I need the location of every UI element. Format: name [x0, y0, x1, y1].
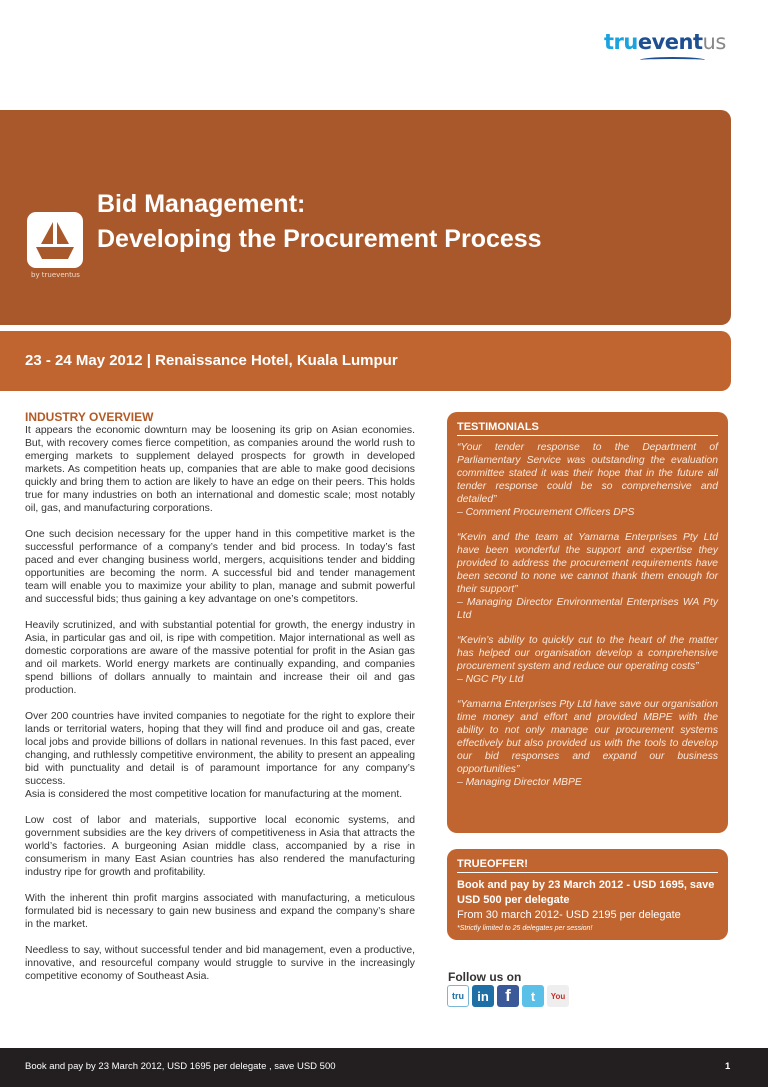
logo-part: event: [637, 30, 703, 54]
testimonial: [457, 698, 718, 789]
follow-label: Follow us on: [448, 970, 522, 984]
overview-heading: INDUSTRY OVERVIEW: [25, 410, 154, 424]
title-line-1: Bid Management:: [97, 190, 306, 218]
title-line-2: Developing the Procurement Process: [97, 225, 542, 253]
by-trueventus: by trueventus: [31, 271, 80, 279]
footer: [0, 1048, 768, 1087]
testimonials-box: [447, 412, 728, 833]
author: – Managing Director MBPE: [457, 777, 582, 788]
author: – Managing Director Environmental Enterprises WA Pty Ltd: [457, 597, 718, 621]
quote: “Yamarna Enterprises Pty Ltd have save our organisation time money and effort and provided MBPE with the ability to not only manage our procurement systems effectively but also provided us with the tools to develop our bid responses and expand our business opportunities”: [457, 699, 718, 775]
paragraph: It appears the economic downturn may be loosening its grip on Asian economies. But, with recovery comes fierce competition, as companies around the world rush to emerging markets to supplement delayed prospects for growth in developed markets. As competition heats up, companies that are able to make good decisions quickly and bring them to action are likely to have an edge on their peers. This holds true for many industries on both an international and domestic scale; most notably oil, gas, and manufacturing corporations.: [25, 425, 415, 514]
logo-swoosh: [640, 57, 705, 63]
twitter-icon[interactable]: t: [522, 985, 544, 1007]
quote: “Kevin and the team at Yamarna Enterprises Pty Ltd have been wonderful the support and expertise they provided to address the procurement requirements have been second to none we cannot thank them enough for their support”: [457, 532, 718, 595]
page-title: [97, 187, 542, 257]
quote: “Kevin’s ability to quickly cut to the heart of the matter has helped our organisation develop a comprehensive procurement system and reduce our operating costs”: [457, 635, 718, 672]
offer-box: [447, 849, 728, 940]
offer-heading: TRUEOFFER!: [457, 858, 718, 873]
paragraph: With the inherent thin profit margins associated with manufacturing, a meticulous formulated bid is necessary to gain new business and expand the company’s share in the market.: [25, 893, 415, 930]
event-dates: 23 - 24 May 2012 | Renaissance Hotel, Kuala Lumpur: [25, 352, 398, 369]
paragraph: Low cost of labor and materials, supportive local economic systems, and government subsidies are the key drivers of competitiveness in Asia that attracts the world’s factories. A burgeoning Asian middle class, accompanied by a rise in consumerism in many East Asian countries has also rendered the manufacturing industry ripe for growth and profitability.: [25, 815, 415, 878]
author: – Comment Procurement Officers DPS: [457, 507, 635, 518]
offer-regular: From 30 march 2012- USD 2195 per delegate: [457, 909, 681, 921]
boat-icon: [27, 212, 83, 268]
social-links: [447, 985, 569, 1007]
testimonials-heading: TESTIMONIALS: [457, 421, 718, 436]
quote: “Your tender response to the Department of Parliamentary Service was outstanding the evaluation committee stated it was their hope that in the future all tender response could be so comprehensive and detailed”: [457, 442, 718, 505]
facebook-icon[interactable]: f: [497, 985, 519, 1007]
offer-early: Book and pay by 23 March 2012 - USD 1695, save USD 500 per delegate: [457, 879, 715, 906]
testimonial: [457, 441, 718, 519]
author: – NGC Pty Ltd: [457, 674, 524, 685]
linkedin-icon[interactable]: in: [472, 985, 494, 1007]
paragraph: One such decision necessary for the upper hand in this competitive market is the successful performance of a company’s tender and bid process. In today’s fast paced and ever changing business world, mergers, acquisitions tender and bidding opportunities are becoming the norm. A successful bid and tender management team will enable you to maximize your ability to plan, manage and submit powerful and successful bids; thus gaining a key advantage on one’s competitors.: [25, 529, 415, 605]
paragraph: Heavily scrutinized, and with substantial potential for growth, the energy industry in Asia, in particular gas and oil, is ripe with competition. Major international as well as domestic corporations are aware of the massive potential for profit in the Asian gas and oil markets. World energy markets are continually expanding, and companies spend billions of dollars annually to maintain and increase their oil and gas production.: [25, 620, 415, 696]
paragraph: Asia is considered the most competitive location for manufacturing at the moment.: [25, 789, 403, 800]
trueventus-logo: [604, 30, 726, 54]
logo-part: tru: [604, 30, 638, 54]
industry-overview: [25, 410, 415, 996]
page-number: 1: [725, 1061, 731, 1072]
trueventus-icon[interactable]: tru: [447, 985, 469, 1007]
testimonial: [457, 634, 718, 686]
footer-text: Book and pay by 23 March 2012, USD 1695 per delegate , save USD 500: [25, 1061, 336, 1072]
logo-part: us: [702, 30, 726, 54]
testimonial: [457, 531, 718, 622]
paragraph: Over 200 countries have invited companies to negotiate for the right to explore their lands or territorial waters, hoping that they will find and produce oil and gas, create local jobs and provide billions of dollars in national revenues. In this fast paced, ever changing, and ruthlessly competitive environment, the ability to present an appealing bid with punctuality and detail is of paramount importance for any company’s success.: [25, 711, 415, 787]
paragraph: Needless to say, without successful tender and bid management, even a productive, innovative, and resourceful company would struggle to survive in the increasingly competitive economy of Southeast Asia.: [25, 945, 415, 982]
youtube-icon[interactable]: You: [547, 985, 569, 1007]
offer-note: *Strictly limited to 25 delegates per session!: [457, 925, 593, 932]
